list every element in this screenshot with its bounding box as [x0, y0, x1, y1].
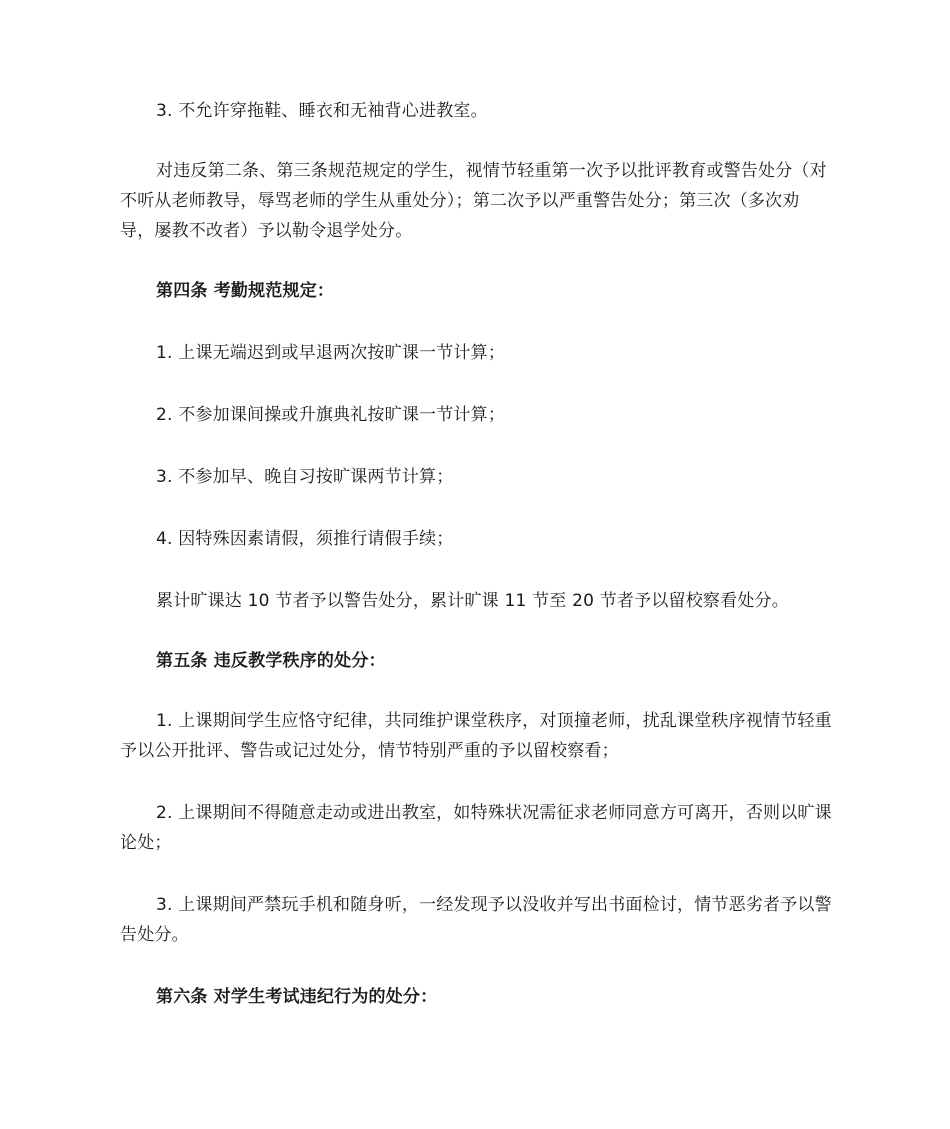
document-page	[120, 92, 832, 1012]
paragraph-absence-total: 累计旷课达 10 节者予以警告处分，累计旷课 11 节至 20 节者予以留校察看处分。	[156, 591, 789, 611]
heading-article-6: 第六条 对学生考试违纪行为的处分：	[156, 987, 438, 1007]
paragraph-attendance-1: 1. 上课无端迟到或早退两次按旷课一节计算；	[156, 343, 506, 363]
paragraph-violation-penalty: 对违反第二条、第三条规范规定的学生，视情节轻重第一次予以批评教育或警告处分（对不听从老师教导，辱骂老师的学生从重处分）；第二次予以严重警告处分；第三次（多次劝导，屡教不改者）予以勒令退学处分。	[120, 161, 827, 241]
paragraph-rule-3-dress: 3. 不允许穿拖鞋、睡衣和无袖背心进教室。	[156, 101, 488, 121]
heading-article-4: 第四条 考勤规范规定：	[156, 281, 335, 301]
paragraph-order-2: 2. 上课期间不得随意走动或进出教室，如特殊状况需征求老师同意方可离开，否则以旷课论处；	[120, 803, 832, 853]
paragraph-order-3: 3. 上课期间严禁玩手机和随身听，一经发现予以没收并写出书面检讨，情节恶劣者予以警告处分。	[120, 895, 832, 945]
paragraph-attendance-4: 4. 因特殊因素请假，须推行请假手续；	[156, 529, 454, 549]
heading-article-5: 第五条 违反教学秩序的处分：	[156, 651, 386, 671]
paragraph-attendance-2: 2. 不参加课间操或升旗典礼按旷课一节计算；	[156, 405, 506, 425]
paragraph-attendance-3: 3. 不参加早、晚自习按旷课两节计算；	[156, 467, 454, 487]
paragraph-order-1: 1. 上课期间学生应恪守纪律，共同维护课堂秩序，对顶撞老师，扰乱课堂秩序视情节轻重予以公开批评、警告或记过处分，情节特别严重的予以留校察看；	[120, 711, 832, 761]
